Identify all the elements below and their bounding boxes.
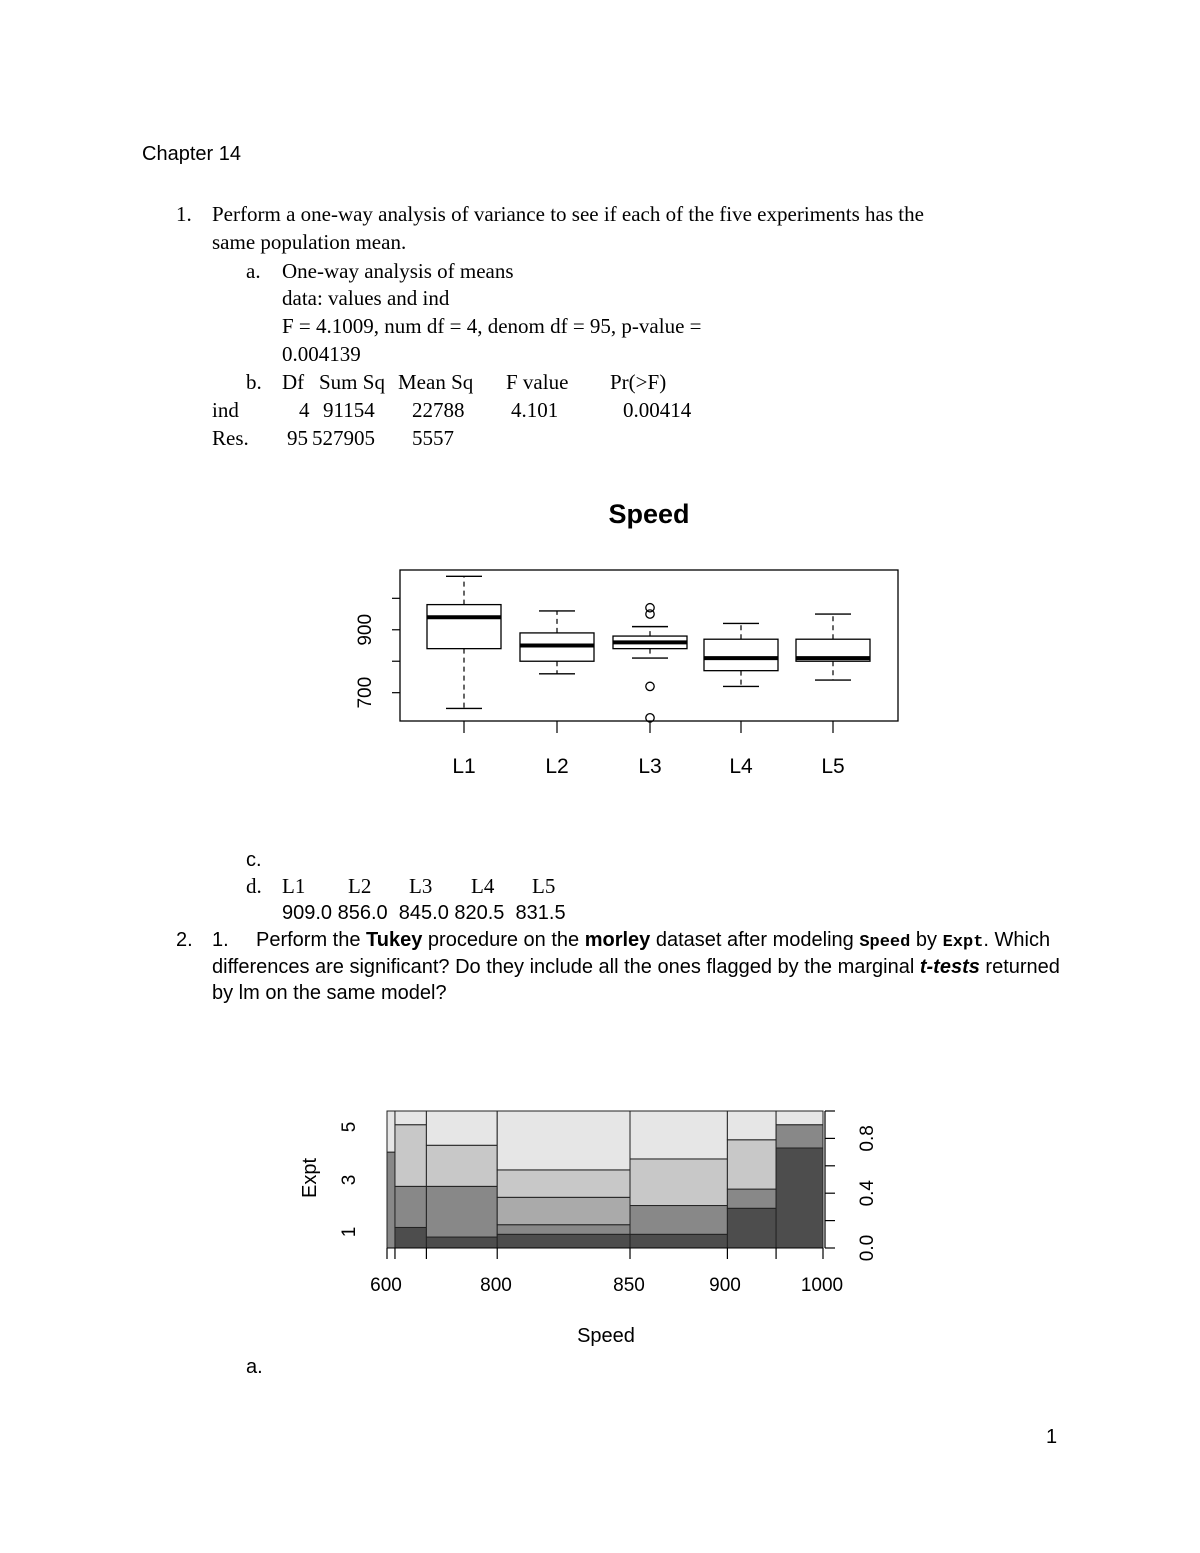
- anova-cell-meansq: 22788: [412, 398, 465, 422]
- q1-line2: same population mean.: [212, 230, 407, 254]
- boxplot-x-axis: [452, 721, 844, 778]
- spine-segment: [630, 1159, 727, 1206]
- q1a-pvalue: 0.004139: [282, 342, 361, 366]
- q2-speed-code: Speed: [859, 933, 911, 952]
- q2-line1: [256, 929, 1050, 952]
- spine-segment: [776, 1111, 823, 1125]
- anova-cell-df: 95: [287, 426, 308, 450]
- q2-line2: [212, 956, 1060, 979]
- q2-text: procedure on the: [422, 929, 585, 951]
- x-tick-label: 850: [613, 1275, 645, 1296]
- q1d-label-l2: L2: [348, 874, 372, 898]
- spineplot-ylabel: Expt: [299, 1157, 321, 1199]
- spine-segment: [497, 1234, 630, 1248]
- x-tick-label: 900: [709, 1275, 741, 1296]
- q2-text: . Which: [983, 929, 1051, 951]
- spine-segment: [727, 1189, 776, 1208]
- anova-header-pr: Pr(>F): [610, 370, 667, 394]
- q2-text: Perform the: [256, 929, 367, 951]
- spine-segment: [776, 1125, 823, 1148]
- q2-morley: morley: [584, 929, 651, 951]
- box-L1: [427, 605, 501, 649]
- q1d-letter: d.: [246, 874, 262, 898]
- spine-segment: [387, 1152, 395, 1248]
- q1d-label-l1: L1: [282, 874, 306, 898]
- y-left-tick-label: 5: [339, 1121, 361, 1133]
- spine-segment: [426, 1145, 497, 1186]
- spine-segment: [630, 1206, 727, 1235]
- q2-text: differences are significant? Do they include all the ones flagged by the marginal: [212, 956, 920, 978]
- y-right-tick-label: 0.4: [857, 1179, 879, 1207]
- spine-segment: [395, 1125, 426, 1187]
- q1b-letter: b.: [246, 370, 262, 394]
- chapter-title: Chapter 14: [142, 143, 241, 165]
- q1d-values: 909.0 856.0 845.0 820.5 831.5: [282, 902, 566, 924]
- spine-segment: [426, 1111, 497, 1145]
- q2-number: 2.: [176, 929, 193, 951]
- box-L4: [704, 639, 778, 670]
- x-tick-label: L4: [729, 755, 753, 778]
- spine-segment: [395, 1227, 426, 1248]
- q1a-letter: a.: [246, 259, 261, 283]
- spine-segment: [497, 1111, 630, 1170]
- x-tick-label: 800: [480, 1275, 512, 1296]
- q1-number: 1.: [176, 202, 192, 226]
- boxplot-y-axis: [355, 598, 400, 708]
- anova-header-df: Df: [282, 370, 305, 394]
- q1a-stat: F = 4.1009, num df = 4, denom df = 95, p-value =: [282, 314, 702, 338]
- spine-segment: [497, 1197, 630, 1224]
- y-tick-label: 700: [355, 676, 377, 709]
- anova-cell-sumsq: 527905: [312, 426, 375, 450]
- x-tick-label: 1000: [800, 1275, 844, 1296]
- spine-segment: [727, 1208, 776, 1248]
- anova-cell-meansq: 5557: [412, 426, 454, 450]
- anova-header-sumsq: Sum Sq: [319, 370, 385, 394]
- spine-segment: [727, 1140, 776, 1189]
- y-left-tick-label: 3: [339, 1174, 361, 1186]
- anova-cell-fvalue: 4.101: [511, 398, 559, 422]
- spine-segment: [497, 1225, 630, 1235]
- anova-row-label: ind: [212, 398, 239, 422]
- q2-text: dataset after modeling: [650, 929, 860, 951]
- q2-text: by: [910, 929, 943, 951]
- spine-segment: [727, 1111, 776, 1140]
- y-right-tick-label: 0.0: [857, 1234, 879, 1262]
- q1d-label-l3: L3: [409, 874, 433, 898]
- y-tick-label: 900: [355, 613, 377, 646]
- boxplot-title: Speed: [608, 499, 690, 529]
- q2-expt-code: Expt: [942, 933, 984, 952]
- x-tick-label: L5: [821, 755, 845, 778]
- spine-segment: [426, 1186, 497, 1237]
- spineplot-bins: [387, 1111, 823, 1248]
- q2-line3: by lm on the same model?: [212, 982, 447, 1004]
- q2-ttests: t-tests: [919, 956, 980, 978]
- y-right-tick-label: 0.8: [857, 1125, 879, 1152]
- q1-line1: Perform a one-way analysis of variance to see if each of the five experiments has the: [212, 202, 924, 226]
- spine-segment: [387, 1111, 395, 1152]
- spineplot-xlabel: Speed: [577, 1325, 635, 1347]
- q1c-letter: c.: [246, 849, 262, 871]
- spine-segment: [630, 1111, 727, 1159]
- spine-segment: [497, 1170, 630, 1197]
- x-tick-label: L1: [452, 755, 476, 778]
- outlier-point: [646, 604, 654, 612]
- x-tick-label: L2: [545, 755, 569, 778]
- q1d-label-l5: L5: [532, 874, 556, 898]
- x-tick-label: 600: [370, 1275, 402, 1296]
- outlier-point: [646, 682, 654, 690]
- boxplot-boxes: [427, 576, 870, 722]
- y-left-tick-label: 1: [339, 1226, 361, 1238]
- spine-segment: [630, 1234, 727, 1248]
- q2-tukey: Tukey: [366, 929, 423, 951]
- anova-header-fvalue: F value: [506, 370, 569, 394]
- spine-segment: [776, 1148, 823, 1248]
- spine-segment: [426, 1237, 497, 1248]
- q1a-title: One-way analysis of means: [282, 259, 514, 283]
- anova-row-label: Res.: [212, 426, 249, 450]
- page-number: 1: [1046, 1426, 1058, 1448]
- q1d-label-l4: L4: [471, 874, 495, 898]
- spine-segment: [395, 1186, 426, 1227]
- anova-cell-pr: 0.00414: [623, 398, 692, 422]
- q2-sub-number: 1.: [212, 929, 229, 951]
- speed-boxplot: [330, 490, 920, 790]
- anova-header-meansq: Mean Sq: [398, 370, 474, 394]
- q1a-data: data: values and ind: [282, 286, 450, 310]
- speed-expt-spineplot: [280, 1100, 900, 1360]
- anova-cell-sumsq: 91154: [323, 398, 375, 422]
- q2a-letter: a.: [246, 1356, 263, 1378]
- q2-text: returned: [979, 956, 1060, 978]
- spine-segment: [395, 1111, 426, 1125]
- anova-cell-df: 4: [299, 398, 310, 422]
- x-tick-label: L3: [638, 755, 662, 778]
